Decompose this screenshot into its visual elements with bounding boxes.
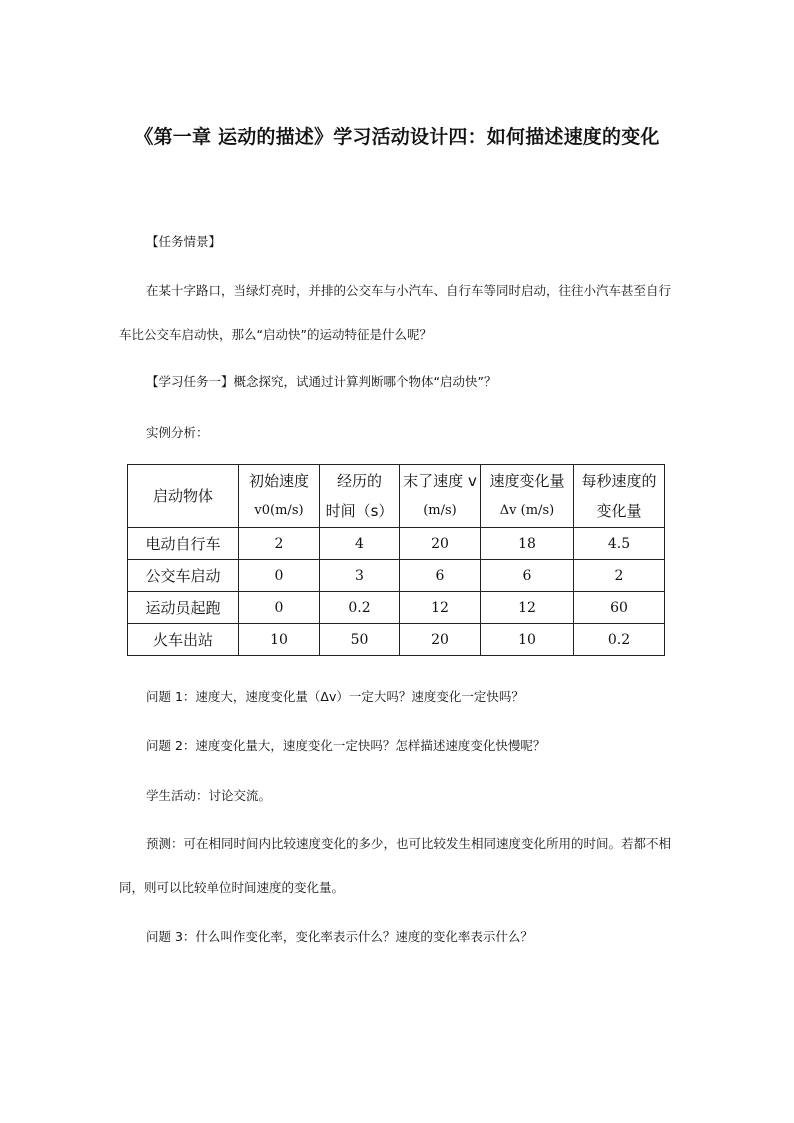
scenario-line-1: 在某十字路口，当绿灯亮时，并排的公交车与小汽车、自行车等同时启动，往往小汽车甚至自行 [146,283,672,298]
scenario-line-2: 车比公交车启动快，那么“启动快”的运动特征是什么呢？ [119,327,432,342]
table-header-cell [400,465,481,528]
table-header-cell [128,465,239,528]
prediction-line-2: 同，则可以比较单位时间速度的变化量。 [119,880,345,895]
table-cell: 2 [239,528,320,560]
table-cell: 18 [481,528,574,560]
table-cell: 6 [481,560,574,592]
header-line-1: 经历的 [336,472,382,490]
table-cell-object: 火车出站 [128,624,239,656]
table-cell: 20 [400,528,481,560]
example-label: 实例分析： [146,425,209,440]
section-heading: 【任务情景】 [146,234,222,249]
student-activity: 学生活动：讨论交流。 [146,788,272,803]
question-2: 问题 2：速度变化量大，速度变化一定快吗？怎样描述速度变化快慢呢？ [146,738,546,753]
table-cell: 10 [239,624,320,656]
document-title: 《第一章 运动的描述》学习活动设计四：如何描述速度的变化 [134,126,660,148]
table-cell: 20 [400,624,481,656]
table-cell: 0 [239,560,320,592]
table-row [128,592,665,624]
table-cell: 4.5 [574,528,665,560]
header-line-2: 时间（s） [325,502,394,520]
header-line-1: 启动物体 [152,487,213,505]
header-line-1: 速度变化量 [489,472,565,490]
table-cell: 3 [320,560,400,592]
header-line-1: 初始速度 [248,472,309,490]
table-header-cell [481,465,574,528]
header-line-1: 末了速度 v [403,472,477,490]
table-cell-object: 运动员起跑 [128,592,239,624]
table-cell: 2 [574,560,665,592]
table-cell: 60 [574,592,665,624]
velocity-table [127,464,665,656]
question-3: 问题 3：什么叫作变化率，变化率表示什么？速度的变化率表示什么？ [146,929,533,944]
table-row [128,624,665,656]
table-cell: 10 [481,624,574,656]
table-cell: 0.2 [574,624,665,656]
header-line-1: 每秒速度的 [581,472,657,490]
question-1: 问题 1：速度大，速度变化量（Δv）一定大吗？速度变化一定快吗？ [146,689,524,704]
table-cell: 0 [239,592,320,624]
table-cell: 50 [320,624,400,656]
table-row [128,560,665,592]
table-cell-object: 公交车启动 [128,560,239,592]
header-line-2: Δv (m/s) [499,503,555,518]
table-cell-object: 电动自行车 [128,528,239,560]
table-cell: 4 [320,528,400,560]
header-line-2: 变化量 [596,502,642,520]
header-line-2: v0(m/s) [254,503,304,518]
table-row [128,528,665,560]
table-cell: 6 [400,560,481,592]
table-header-cell [239,465,320,528]
table-header-cell [574,465,665,528]
header-line-2: (m/s) [423,503,457,518]
table-cell: 0.2 [320,592,400,624]
table-cell: 12 [481,592,574,624]
table-header-row [128,465,665,528]
task-1-heading: 【学习任务一】概念探究，试通过计算判断哪个物体“启动快”？ [146,374,497,389]
prediction-line-1: 预测：可在相同时间内比较速度变化的多少，也可比较发生相同速度变化所用的时间。若都不相 [146,836,672,851]
table-header-cell [320,465,400,528]
table-cell: 12 [400,592,481,624]
